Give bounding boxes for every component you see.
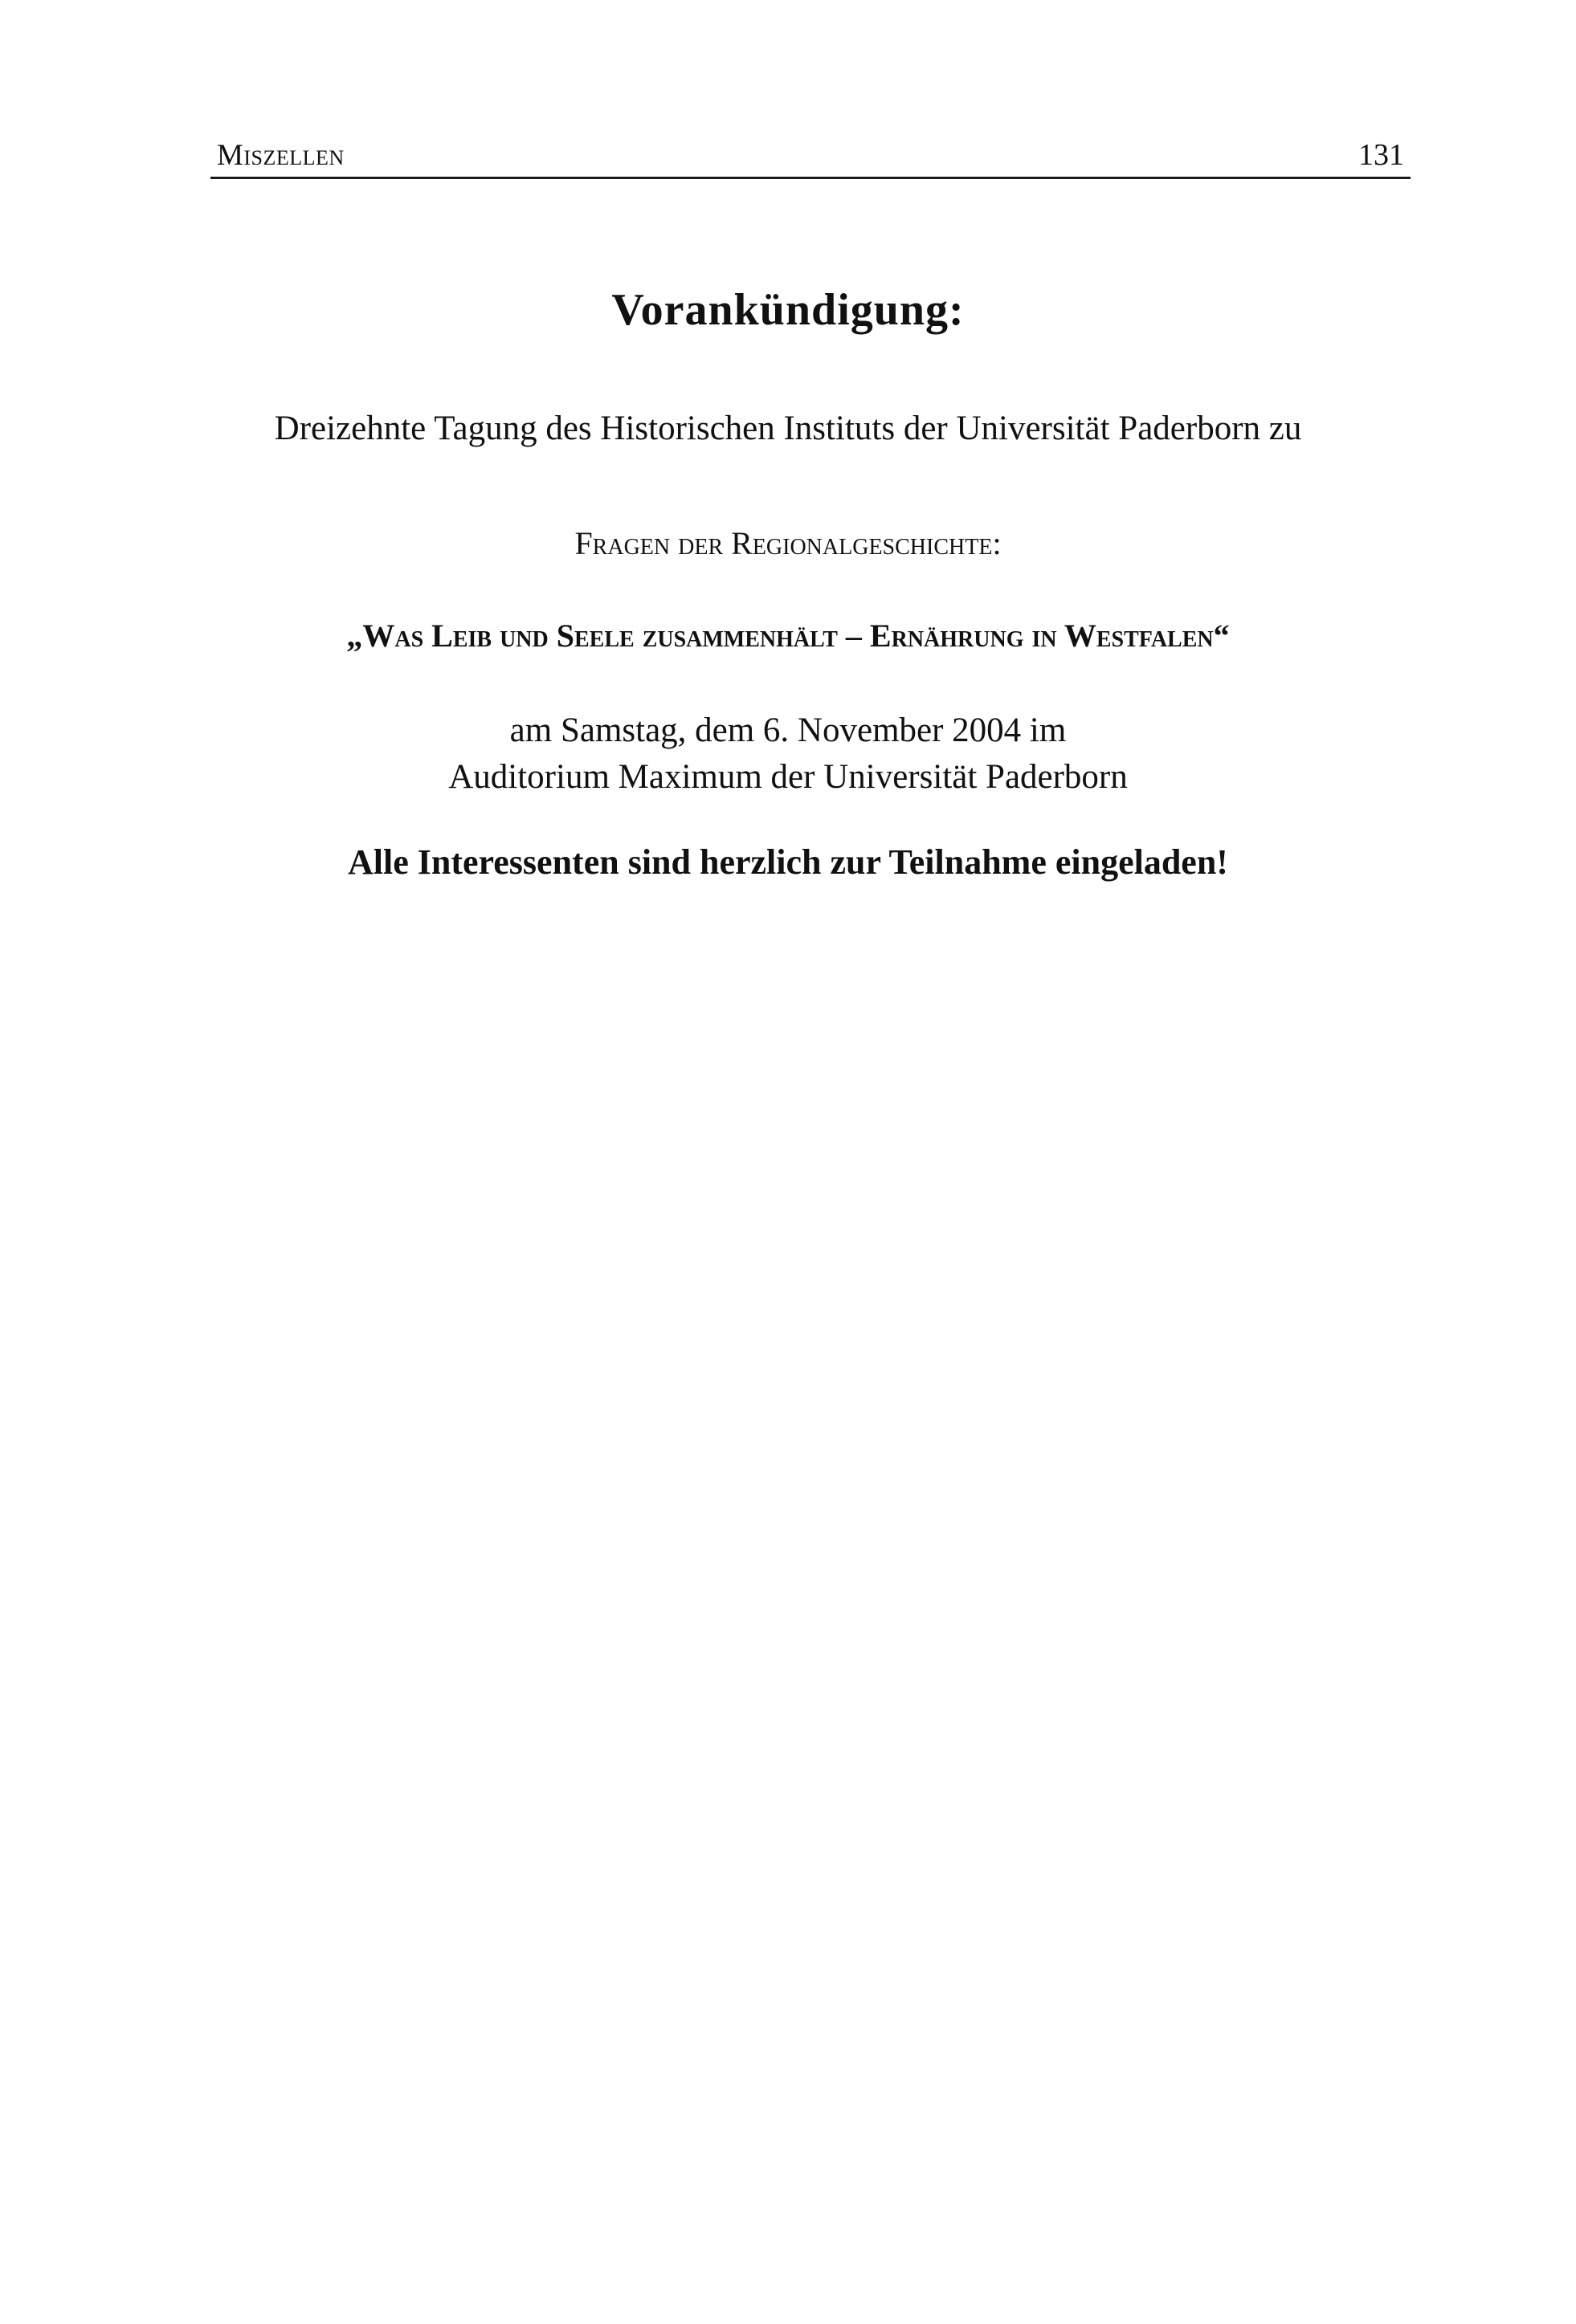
conference-topic: „Was Leib und Seele zusammenhält – Ernährung in Westfalen“ <box>346 618 1230 654</box>
conference-venue: Auditorium Maximum der Universität Paderborn <box>448 758 1128 796</box>
conference-series: Fragen der Regionalgeschichte: <box>574 525 1002 561</box>
conference-date: am Samstag, dem 6. November 2004 im <box>509 711 1067 749</box>
running-head <box>210 128 1411 179</box>
page-number: 131 <box>1358 138 1404 172</box>
invitation-text: Alle Interessenten sind herzlich zur Teilnahme eingeladen! <box>348 842 1228 882</box>
running-head-title: Miszellen <box>217 139 345 172</box>
announcement-heading: Vorankündigung: <box>611 285 965 335</box>
conference-intro: Dreizehnte Tagung des Historischen Instituts der Universität Paderborn zu <box>274 410 1302 447</box>
